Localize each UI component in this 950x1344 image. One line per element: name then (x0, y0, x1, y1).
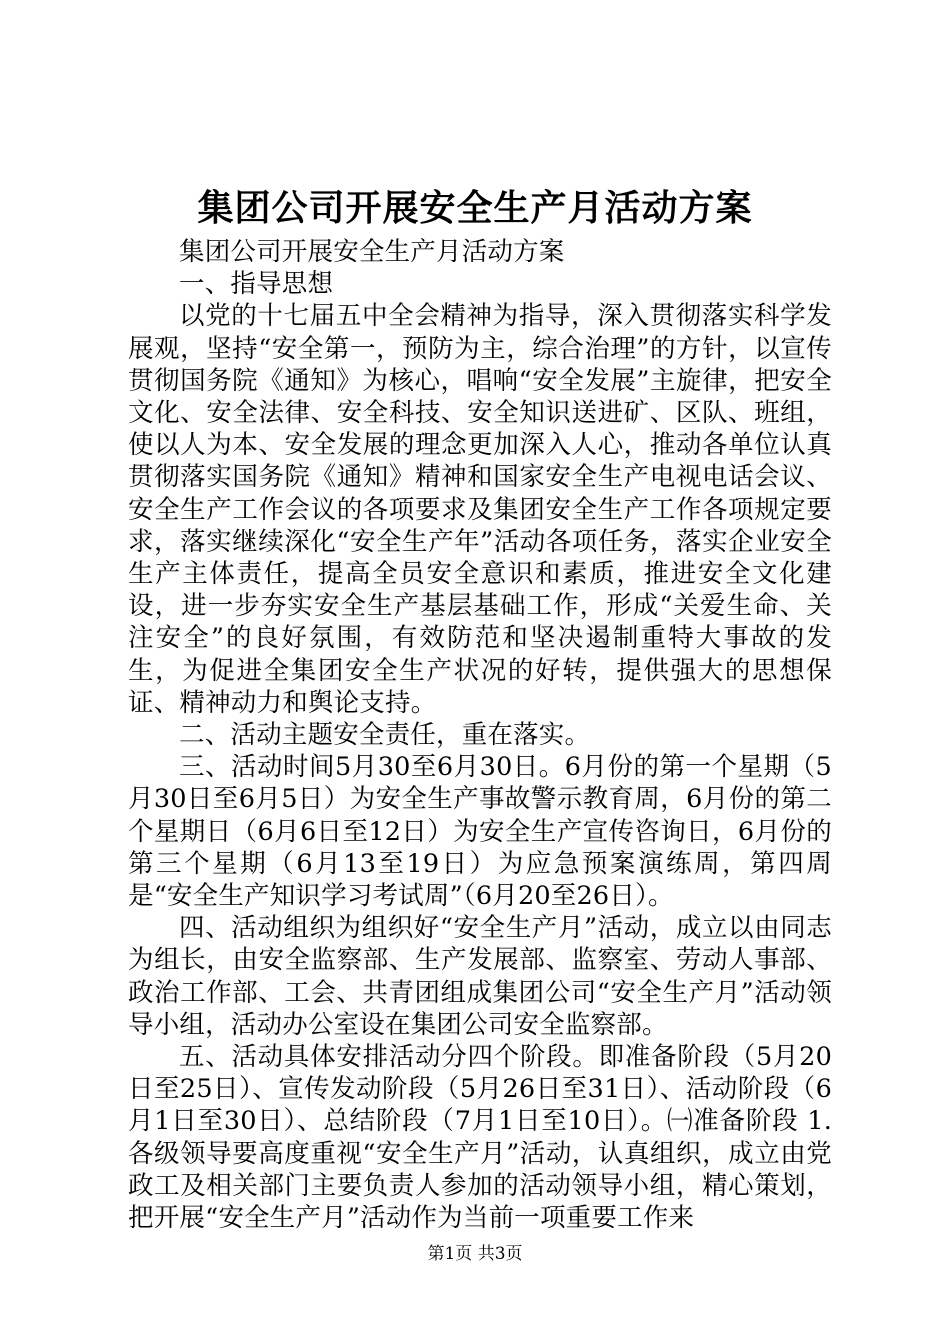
paragraph-subtitle: 集团公司开展安全生产月活动方案 (179, 237, 565, 267)
paragraph-activity-arrangement: 五、活动具体安排活动分四个阶段。即准备阶段（5月20日至25日）、宣传发动阶段（5月26日至31日）、活动阶段（6月1日至30日）、总结阶段（7月1日至10日）。㈠准备阶段 1.各级领导要高度重视“安全生产月”活动，认真组织，成立由党政工及相关部门主要负责人参加的活动领导小组，精心策划，把开展“安全生产月”活动作为当前一项重要工作来 (128, 1042, 832, 1234)
paragraph-guiding-ideology: 以党的十七届五中全会精神为指导，深入贯彻落实科学发展观，坚持“安全第一，预防为主，综合治理”的方针，以宣传贯彻国务院《通知》为核心，唱响“安全发展”主旋律，把安全文化、安全法律、安全科技、安全知识送进矿、区队、班组，使以人为本、安全发展的理念更加深入人心，推动各单位认真贯彻落实国务院《通知》精神和国家安全生产电视电话会议、安全生产工作会议的各项要求及集团安全生产工作各项规定要求，落实继续深化“安全生产年”活动各项任务，落实企业安全生产主体责任，提高全员安全意识和素质，推进安全文化建设，进一步夯实安全生产基层基础工作，形成“关爱生命、关注安全”的良好氛围，有效防范和坚决遏制重特大事故的发生，为促进全集团安全生产状况的好转，提供强大的思想保证、精神动力和舆论支持。 (128, 301, 832, 718)
paragraph-section-1-heading: 一、指导思想 (179, 269, 334, 300)
document-title: 集团公司开展安全生产月活动方案 (197, 188, 753, 229)
document-body (128, 236, 832, 1234)
paragraph-activity-organization: 四、活动组织为组织好“安全生产月”活动，成立以由同志为组长，由安全监察部、生产发展部、监察室、劳动人事部、政治工作部、工会、共青团组成集团公司“安全生产月”活动领导小组，活动办公室设在集团公司安全监察部。 (128, 913, 832, 1040)
page-number-footer: 第1页 共3页 (427, 1244, 523, 1264)
paragraph-activity-time: 三、活动时间5月30至6月30日。6月份的第一个星期（5月30日至6月5日）为安全生产事故警示教育周，6月份的第二个星期日（6月6日至12日）为安全生产宣传咨询日，6月份的第三个星期（6月13至19日）为应急预案演练周，第四周是“安全生产知识学习考试周”（6月20至26日）。 (128, 752, 832, 912)
paragraph-activity-theme: 二、活动主题安全责任，重在落实。 (179, 720, 591, 751)
